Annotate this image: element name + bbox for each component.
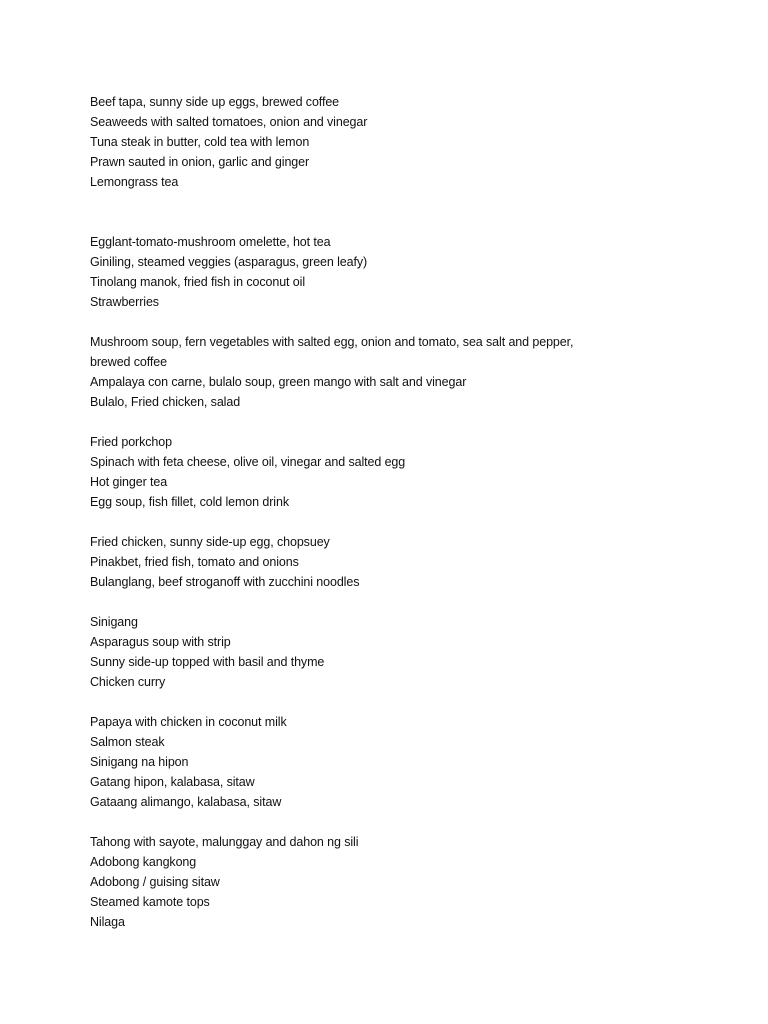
meal-line: Hot ginger tea (90, 475, 168, 489)
meal-line: Tinolang manok, fried fish in coconut oil (90, 275, 305, 289)
meal-line: Strawberries (90, 295, 159, 309)
meal-line: Mushroom soup, fern vegetables with salted egg, onion and tomato, sea salt and pepper, (90, 335, 574, 349)
meal-line: Nilaga (90, 915, 125, 929)
meal-line: Bulalo, Fried chicken, salad (90, 395, 241, 409)
meal-line: Seaweeds with salted tomatoes, onion and vinegar (90, 115, 368, 129)
meal-line: Ampalaya con carne, bulalo soup, green mango with salt and vinegar (90, 375, 467, 389)
meal-line: Gataang alimango, kalabasa, sitaw (90, 795, 282, 809)
meal-line: Sunny side-up topped with basil and thyme (90, 655, 325, 669)
meal-line: Bulanglang, beef stroganoff with zucchini noodles (90, 575, 360, 589)
meal-line: Sinigang (90, 615, 138, 629)
meal-line: Egg soup, fish fillet, cold lemon drink (90, 495, 289, 509)
meal-line: Adobong kangkong (90, 855, 197, 869)
meal-line: Sinigang na hipon (90, 755, 189, 769)
meal-line: Tuna steak in butter, cold tea with lemon (90, 135, 310, 149)
meal-line: Fried porkchop (90, 435, 172, 449)
meal-line: Beef tapa, sunny side up eggs, brewed coffee (90, 95, 340, 109)
meal-line: Gatang hipon, kalabasa, sitaw (90, 775, 255, 789)
meal-line: Papaya with chicken in coconut milk (90, 715, 287, 729)
meal-line: Fried chicken, sunny side-up egg, chopsuey (90, 535, 330, 549)
meal-line: Pinakbet, fried fish, tomato and onions (90, 555, 299, 569)
meal-line: brewed coffee (90, 355, 167, 369)
meal-line: Steamed kamote tops (90, 895, 210, 909)
meal-line: Chicken curry (90, 675, 166, 689)
meal-line: Salmon steak (90, 735, 165, 749)
meal-line: Giniling, steamed veggies (asparagus, green leafy) (90, 255, 368, 269)
meal-line: Asparagus soup with strip (90, 635, 231, 649)
meal-line: Lemongrass tea (90, 175, 179, 189)
meal-line: Egglant-tomato-mushroom omelette, hot tea (90, 235, 331, 249)
meal-line: Prawn sauted in onion, garlic and ginger (90, 155, 310, 169)
meal-line: Tahong with sayote, malunggay and dahon ng sili (90, 835, 359, 849)
meal-line: Adobong / guising sitaw (90, 875, 220, 889)
meal-line: Spinach with feta cheese, olive oil, vinegar and salted egg (90, 455, 406, 469)
